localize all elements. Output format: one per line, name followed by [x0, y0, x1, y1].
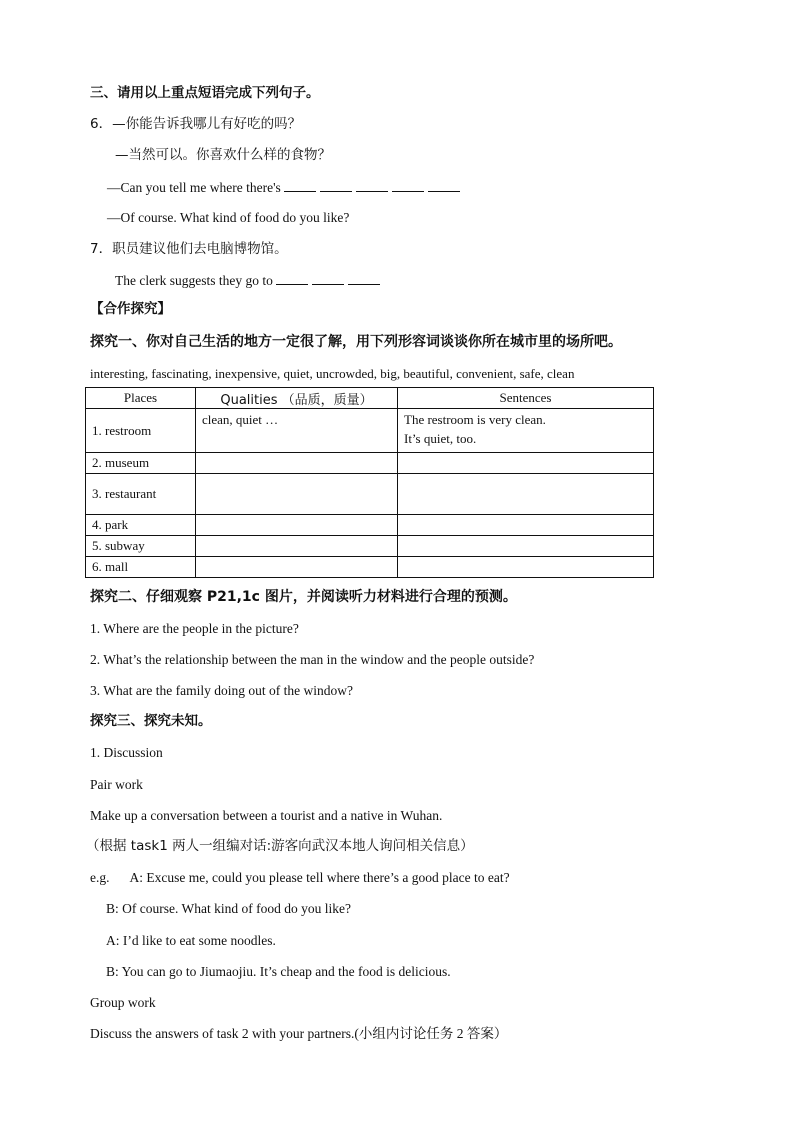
- place-cell: 4. park: [86, 515, 196, 536]
- q6-english-text: —Can you tell me where there's: [107, 180, 281, 195]
- q7-chinese-line: 7．职员建议他们去电脑博物馆。: [90, 241, 288, 257]
- place-cell: 6. mall: [86, 557, 196, 578]
- group-work-heading: Group work: [90, 995, 156, 1010]
- place-cell: 3. restaurant: [86, 474, 196, 515]
- qualities-cell[interactable]: [196, 515, 398, 536]
- table-row: [86, 557, 654, 578]
- explore2-question-3: 3. What are the family doing out of the window?: [90, 683, 353, 698]
- header-qualities: Qualities （品质，质量）: [196, 388, 398, 409]
- header-sentences: Sentences: [398, 388, 654, 409]
- table-row: [86, 536, 654, 557]
- example-label: e.g.: [90, 870, 110, 885]
- sentence-line: The restroom is very clean.: [404, 412, 546, 427]
- example-line-b2: B: You can go to Jiumaojiu. It’s cheap and the food is delicious.: [106, 964, 451, 979]
- q6-english-line2: —Of course. What kind of food do you like?: [107, 210, 350, 225]
- header-places: Places: [86, 388, 196, 409]
- explore2-title: 探究二、仔细观察 P21,1c 图片，并阅读听力材料进行合理的预测。: [90, 589, 517, 605]
- table-row: [86, 474, 654, 515]
- sentences-cell[interactable]: [398, 474, 654, 515]
- answer-blank[interactable]: [276, 271, 308, 285]
- answer-blank[interactable]: [392, 178, 424, 192]
- answer-blank[interactable]: [428, 178, 460, 192]
- q7-english-line: [115, 271, 384, 290]
- explore2-question-2: 2. What’s the relationship between the man in the window and the people outside?: [90, 652, 535, 667]
- answer-blank[interactable]: [348, 271, 380, 285]
- qualities-cell[interactable]: [196, 474, 398, 515]
- q6-chinese-line1: 6．—你能告诉我哪儿有好吃的吗？: [90, 116, 302, 132]
- sentences-cell[interactable]: [398, 409, 654, 453]
- table-row: [86, 453, 654, 474]
- places-table: [85, 387, 654, 578]
- coop-title: 【合作探究】: [90, 301, 171, 317]
- answer-blank[interactable]: [356, 178, 388, 192]
- sentences-cell[interactable]: [398, 453, 654, 474]
- qualities-cell[interactable]: [196, 453, 398, 474]
- explore3-title: 探究三、探究未知。: [90, 713, 212, 729]
- pair-work-note: （根据 task1 两人一组编对话:游客向武汉本地人询问相关信息）: [86, 838, 474, 854]
- q7-english-text: The clerk suggests they go to: [115, 273, 273, 288]
- answer-blank[interactable]: [312, 271, 344, 285]
- discussion-heading: 1. Discussion: [90, 745, 163, 760]
- sentences-cell[interactable]: [398, 536, 654, 557]
- table-row: [86, 409, 654, 453]
- qualities-cell[interactable]: [196, 557, 398, 578]
- pair-work-heading: Pair work: [90, 777, 143, 792]
- table-header-row: [86, 388, 654, 409]
- pair-work-instruction: Make up a conversation between a tourist and a native in Wuhan.: [90, 808, 443, 823]
- example-text: A: Excuse me, could you please tell where there’s a good place to eat?: [129, 870, 510, 885]
- group-work-instruction: Discuss the answers of task 2 with your partners.(小组内讨论任务 2 答案）: [90, 1026, 508, 1041]
- q6-chinese-line2: —当然可以。你喜欢什么样的食物？: [115, 147, 331, 163]
- qualities-cell[interactable]: [196, 536, 398, 557]
- adjective-list: interesting, fascinating, inexpensive, quiet, uncrowded, big, beautiful, convenient, safe, clean: [90, 366, 575, 381]
- explore1-title: 探究一、你对自己生活的地方一定很了解，用下列形容词谈谈你所在城市里的场所吧。: [90, 334, 622, 350]
- answer-blank[interactable]: [320, 178, 352, 192]
- example-line-a1: [90, 869, 510, 887]
- answer-blank[interactable]: [284, 178, 316, 192]
- sentence-line: It’s quiet, too.: [404, 431, 477, 446]
- explore2-question-1: 1. Where are the people in the picture?: [90, 621, 299, 636]
- section3-title: 三、请用以上重点短语完成下列句子。: [90, 85, 320, 101]
- place-cell: 5. subway: [86, 536, 196, 557]
- place-cell: 2. museum: [86, 453, 196, 474]
- q6-english-line1: [107, 178, 464, 197]
- qualities-cell[interactable]: clean, quiet …: [196, 409, 398, 453]
- place-cell: 1. restroom: [86, 409, 196, 453]
- example-line-b1: B: Of course. What kind of food do you like?: [106, 901, 351, 916]
- example-line-a2: A: I’d like to eat some noodles.: [106, 933, 276, 948]
- table-row: [86, 515, 654, 536]
- sentences-cell[interactable]: [398, 557, 654, 578]
- sentences-cell[interactable]: [398, 515, 654, 536]
